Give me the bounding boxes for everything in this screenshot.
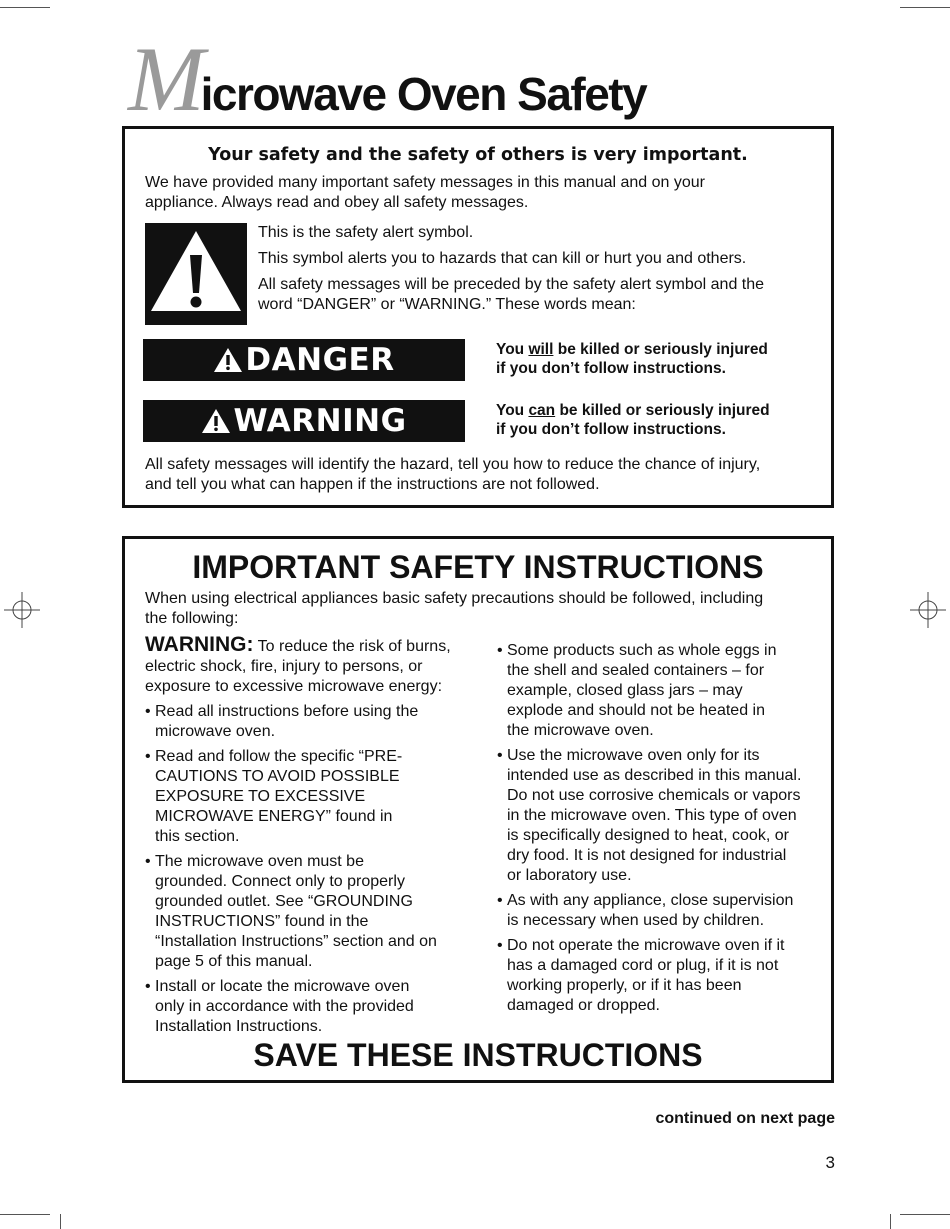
safety-outro — [145, 455, 760, 495]
instructions-heading: IMPORTANT SAFETY INSTRUCTIONS — [192, 549, 764, 585]
crop-mark — [60, 1214, 61, 1229]
right-column — [497, 641, 831, 1021]
left-column — [145, 635, 485, 1042]
save-instructions-footer: SAVE THESE INSTRUCTIONS — [253, 1037, 703, 1073]
danger-desc-text: be killed or seriously injured — [553, 341, 768, 358]
warning-label: WARNING — [233, 403, 407, 439]
danger-desc-line2: if you don’t follow instructions. — [496, 360, 726, 377]
warning-text: To reduce the risk of burns, — [253, 638, 451, 655]
instructions-intro — [145, 589, 763, 629]
safety-notice-box — [122, 126, 834, 508]
safety-intro — [145, 173, 705, 213]
page-title — [128, 26, 647, 130]
alert-triangle-icon — [213, 346, 243, 374]
continued-note: continued on next page — [655, 1110, 835, 1127]
symbol-line: This is the safety alert symbol. — [258, 224, 474, 241]
warning-desc-line2: if you don’t follow instructions. — [496, 421, 726, 438]
danger-desc-key: will — [528, 341, 554, 358]
warning-signal-panel — [143, 400, 465, 442]
safety-headline: Your safety and the safety of others is very important. — [208, 145, 748, 165]
symbol-line: word “DANGER” or “WARNING.” These words mean: — [258, 296, 636, 313]
warning-text: exposure to excessive microwave energy: — [145, 678, 443, 695]
safety-alert-symbol-icon — [145, 223, 247, 325]
warning-desc-key: can — [528, 402, 556, 419]
title-initial: M — [128, 28, 201, 130]
page-number: 3 — [825, 1153, 835, 1172]
instructions-intro-line: the following: — [145, 610, 239, 627]
crop-mark — [0, 7, 50, 8]
symbol-line: This symbol alerts you to hazards that can kill or hurt you and others. — [258, 250, 747, 267]
warning-desc-text: You — [496, 402, 529, 419]
symbol-explanation — [258, 223, 764, 315]
list-item: • Read all instructions before using the microwave oven. — [145, 702, 485, 742]
safety-intro-line: appliance. Always read and obey all safety messages. — [145, 194, 529, 211]
danger-desc-text: You — [496, 341, 529, 358]
registration-mark-icon — [910, 592, 946, 628]
list-item: • As with any appliance, close supervision is necessary when used by children. — [497, 891, 831, 931]
list-item: • Do not operate the microwave oven if it has a damaged cord or plug, if it is not working properly, or if it has been damaged or dropped. — [497, 936, 831, 1016]
warning-statement — [145, 635, 485, 697]
warning-description — [496, 401, 770, 439]
danger-label: DANGER — [245, 342, 395, 378]
list-item: • Install or locate the microwave oven only in accordance with the provided Installation Instructions. — [145, 977, 485, 1037]
list-item: • Use the microwave oven only for its intended use as described in this manual. Do not use corrosive chemicals or vapors in the microwave oven. This type of oven is specifically designed to heat, cook, or dry food. It is not designed for industrial or laboratory use. — [497, 746, 831, 886]
list-item: • Read and follow the specific “PRE- CAUTIONS TO AVOID POSSIBLE EXPOSURE TO EXCESSIVE MICROWAVE ENERGY” found in this section. — [145, 747, 485, 847]
danger-description — [496, 340, 768, 378]
safety-outro-line: and tell you what can happen if the instructions are not followed. — [145, 476, 600, 493]
crop-mark — [0, 1214, 50, 1215]
list-item: • Some products such as whole eggs in the shell and sealed containers – for example, closed glass jars – may explode and should not be heated in the microwave oven. — [497, 641, 831, 741]
warning-text: electric shock, fire, injury to persons, or — [145, 658, 423, 675]
crop-mark — [900, 1214, 950, 1215]
warning-desc-text: be killed or seriously injured — [555, 402, 770, 419]
safety-outro-line: All safety messages will identify the hazard, tell you how to reduce the chance of injury, — [145, 456, 761, 473]
title-text: icrowave Oven Safety — [200, 68, 647, 120]
alert-triangle-icon — [201, 407, 231, 435]
danger-signal-panel — [143, 339, 465, 381]
warning-lead: WARNING: — [145, 633, 254, 656]
safety-intro-line: We have provided many important safety messages in this manual and on your — [145, 174, 705, 191]
registration-mark-icon — [4, 592, 40, 628]
safety-instructions-box — [122, 536, 834, 1083]
symbol-line: All safety messages will be preceded by the safety alert symbol and the — [258, 276, 765, 293]
instructions-intro-line: When using electrical appliances basic safety precautions should be followed, including — [145, 590, 764, 607]
list-item: • The microwave oven must be grounded. Connect only to properly grounded outlet. See “GROUNDING INSTRUCTIONS” found in the “Installation Instructions” section and on page 5 of this manual. — [145, 852, 485, 972]
crop-mark — [890, 1214, 891, 1229]
crop-mark — [900, 7, 950, 8]
